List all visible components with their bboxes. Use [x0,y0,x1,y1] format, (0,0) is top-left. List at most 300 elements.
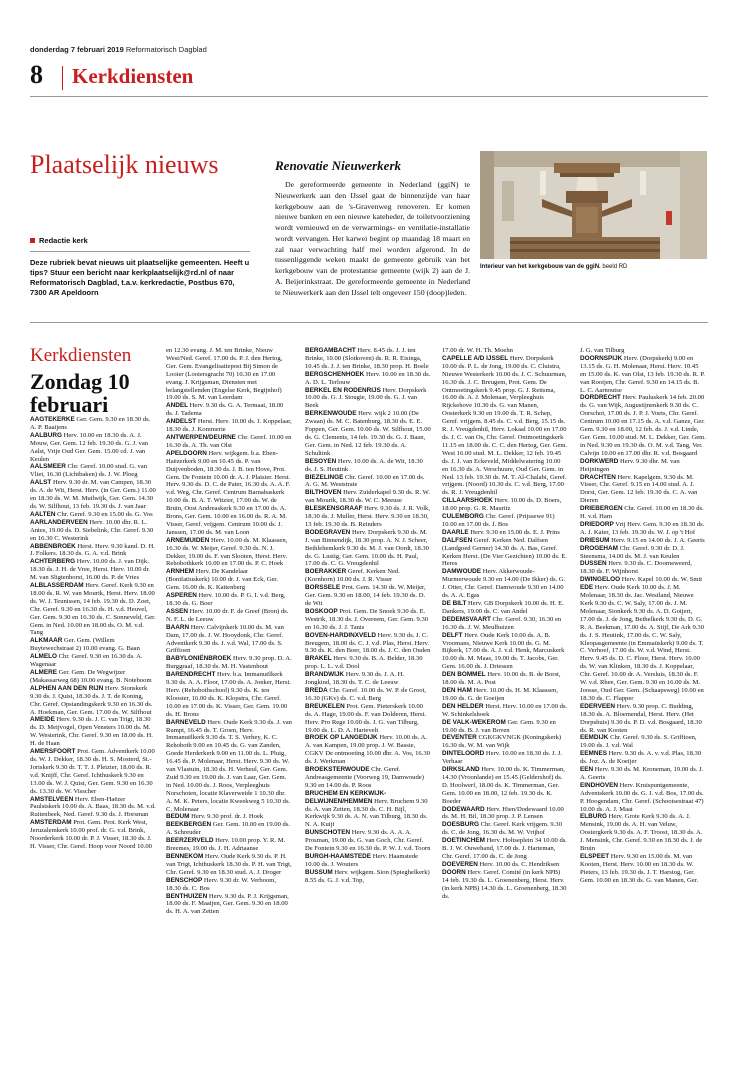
listing-place: BAARN [166,623,190,631]
church-listing [30,716,156,748]
redactie-label-text: Redactie kerk [39,236,88,245]
listing-place: DODEWAARD [442,805,485,813]
church-listing [30,416,156,432]
church-listing [305,458,431,474]
church-listing [166,877,292,893]
church-listing [305,410,431,457]
listing-services: Chr. Geref. 10.00 en 16.30 ds. A. Th. van Olst [166,433,292,449]
listing-services: Herv. 9.30 ds. A. A. A. Prosman, 19.00 ds. G. van Goch, Chr. Geref. De Fontein 9.30 en 16.30 ds. P. W. J. v.d. Toorn [305,829,431,853]
listing-place: AAGTEKERKE [30,416,75,423]
listing-place: BARNEVELD [166,718,206,726]
church-listing [580,355,706,395]
listing-services: Herv. 10.00 ds. J. van Dijk. 18.30 ds. J. H. de Vree, Herst. Herv. 10.00 dr. M. van Sligtenhorst, 16.00 ds. P. de Vries [30,558,150,582]
listing-services: Herv. 10.00 en 18.30 ds. J. J. Verhaar [442,750,563,766]
church-listing [580,560,706,576]
listing-place: BERGAMBACHT [305,347,356,354]
listing-place: BRUCHEM EN KERKWIJK-DELWIJNEN/HEMMEN [305,789,387,805]
church-listing [166,893,292,917]
listing-services: Herv. Kruispuntgemeente, Adventskerk 10.00 ds. G. J. v.d. Bos, 17.00 ds. P. Hoogendam, Chr. Geref. (Schootsestraat 47) 10.00 ds. A. J. Maat [580,781,704,813]
listing-services: Chr. Geref. 10.00 en 17.00 ds. A. G. M. Weststrate [305,473,425,489]
listing-place: DELFT [442,631,463,639]
church-listing [30,463,156,479]
listing-place: ALMERE [30,669,57,676]
listing-services: Herv. 9.30 ds. J. A. H. Jongkind, 18.30 ds. T. C. de Leeuw [305,671,405,687]
listing-services: Herv. Kapelgem. 9.30 ds. M. Visser, Chr. Geref. 9.15 en 14.00 stud. A. J. Dorst, Ger. Gem. 12 feb. 19.30 ds. C. A. van Dieren [580,473,698,505]
church-listing [305,766,431,790]
listing-services: Ger. Gem. (Willem Buytewechstraat 2) 10.00 evang. G. Baan [30,637,140,653]
listing-place: ARNHEM [166,568,195,576]
listing-place: BLESKENSGRAAF [305,505,363,513]
listing-place: DRIESUM [580,536,610,544]
listing-place: DALFSEN [442,536,473,544]
church-listing [30,653,156,669]
listing-place: BESOYEN [305,457,337,465]
listing-services: Herv. Kapel 10.00 ds. W. Smit [620,576,703,584]
listing-services: Herv. 10.00 ds. H. M. Klaassen, 19.00 ds. G. de Goeijen [442,686,558,702]
listing-place: ELBURG [580,813,607,821]
listing-services: Herv. 10.00 ds. P. G. I. v.d. Berg, 18.30 ds. G. Boer [166,592,286,607]
listing-services: Herv. GB Dorpskerk 10.00 ds. H. E. Dankers, 19.00 ds. C. van Andel [442,600,564,615]
church-listing [30,511,156,519]
church-listing [166,434,292,450]
listing-place: BERKEL EN RODENRIJS [305,386,381,394]
listing-place: EEN [580,766,594,774]
listing-services: Geref. Kerken Ned. Dalfsen (Landgoed Gerner) 14.30 ds. A. Bas, Geref. Kerken Herst. (De Vier Gezichten) 10.00 ds. E. Heres [442,536,567,568]
listing-place: DEDEMSVAART [442,615,491,623]
listing-services: Herv. 10.00 en 18.30 ds. A. J. Mouw, Ger. Gem. 12 feb. 19.30 ds. G. J. van Aalst, Vrije Oud Ger. Gem. 15.00 cd. J. van Keulen [30,431,149,463]
listing-place: EEMNES [580,750,607,758]
church-listing [580,584,706,703]
listing-place: CAPELLE A/D IJSSEL [442,354,509,362]
listing-services: Chr. Geref. Kerk vrijgem. 9.30 ds. C. de Jong, 16.30 ds. M. W. Vrijhof [442,821,562,837]
church-listing [580,813,706,853]
listing-services: Herv. Calvijnkerk 10.00 ds. M. van Dam, 17.00 ds. J. W. Hooydonk, Chr. Geref. Adventkerk 9.30 ds. J. v.d. Wal, 17.00 ds. S. Griffioen [166,623,284,655]
church-listing [30,432,156,464]
listing-services: Herv. Dorpskerk 9.30 ds. M. J. van Binnendijk, 18.30 prop. A. N. J. Scheer, Bethlehemkerk 9.30 ds. M. J. van Oordt, 18.30 ds. G. Lustig, Ger. Gem. 10.00 ds. H. Paul, 17.00 ds. C. G. Vreugdenhil [305,528,429,568]
church-listing [442,632,568,672]
church-listing [305,489,431,505]
listing-services: Prot. Gem. Prot. Kerk West, Jeruzalemkerk 10.00 prof. dr. G. v.d. Brink, Noorderkerk 10.00 dr. P. J. Visser, 18.30 ds. J. H. Visser, Chr. Geref. Hoop voor Noord 10.00 [30,819,152,850]
church-listing [30,543,156,559]
listing-services: Chr. Geref. 9.30 dr. D. J. Steensma, 14.00 ds. M. J. van Keulen [580,544,685,560]
article-body: De gereformeerde gemeente in Nederland (ggiN) te Nieuwerkerk aan den IJssel gaat de binnenzijde van haar kerkgebouw aan de 's-Gravenweg renoveren. Er komen nieuwe banken en een nieuwe kateheder, de toiletvoorziening wordt vernieuwd en de verwarmings- en ventilatie-installatie wordt vervangen. Het karwei begint op maandag 18 maart en zal naar verwachting half mei worden afgerond. In de tussenliggende weken maakt de gemeente gebruik van het kerkgebouw van de protestantse gemeente (wijk 2) aan de J. A. Beijerinkstraat. De gereformeerde gemeente in Nederland te Nieuwerkerk aan den IJssel telt ongeveer 150 (doop)leden. [275,180,470,297]
church-listing [30,669,156,685]
listing-place: AMSTERDAM [30,819,72,827]
listing-services: Herv. 10.00 prop. Y. R. M. Breemes, 19.00 ds. J. H. Adriaanse [166,837,286,853]
church-listing [580,505,706,521]
listing-services: Herv. 10.00 ds. A. A. van Kampen, 19.00 prop. J. W. Bassie, CGKV De ontmoeting 10.00 dhr. A. Vos, 16.30 ds. J. Werkman [305,734,430,766]
listing-services: Ger. Gem. 10.00 en 19.00 ds. A. Schreuder [166,821,291,837]
listing-services: Herv. De Kandelaar (Bonifatiuskerk) 10.00 dr. J. van Eck, Ger. Gem. 16.00 ds. K. Kattenberg [166,568,278,592]
listing-place: ASSEN [166,607,189,615]
church-listing [580,394,706,457]
listing-services: Ger. Gem. 9.30 en 19.00 ds. B. J. van Boven [442,718,556,734]
listing-place: BIEZELINGE [305,473,344,481]
listing-place: DOESBURG [442,821,479,829]
kerkdiensten-date: Zondag 10 februari [30,369,130,418]
church-listing [305,387,431,411]
church-listing [305,703,431,735]
church-listing [580,750,706,766]
church-listing [166,719,292,814]
church-listing [305,474,431,490]
listing-place: EDE [580,584,594,592]
church-listing [166,347,292,402]
listing-place: DWINGELOO [580,576,621,584]
listing-place: BOSKOOP [305,607,338,615]
church-listing [305,529,431,569]
church-listing [166,624,292,656]
church-listing [442,719,568,735]
listing-services: Herv. Akkerwoude-Murmerwoude 9.30 en 14.00 (De Ikker) ds. G. J. Otter, Chr. Geref. Damwoude 9.30 en 14.00 ds. A. A. Egas [442,568,566,600]
listing-services: Herv. Geref. Comité (in kerk NPB) 14 feb. 19.30 ds. L. Groenenberg, Herst. Herv. (in kerk NPB) 14.30 ds. L. Groenenberg, 18.30 ds. [442,868,567,900]
church-listing [442,600,568,616]
listing-place: BILTHOVEN [305,489,342,497]
photo-caption [480,264,710,270]
listing-services: Chr. Geref. 9.30 en 16.30 ds. A. Wagenaar [30,653,143,669]
listing-services: Herv. 9.30 ds. G. A. Termaat, 18.00 ds. J. Tadema [166,402,284,418]
listing-place: BERKENWOUDE [305,410,357,418]
listing-services: Chr. Geref. Andreasgemeente (Voorweg 19, Damwoude) 9.30 en 14.00 ds. P. Roos [305,766,424,789]
listing-place: ALKMAAR [30,637,63,645]
listing-services: Geref. Kerken Ned. (Kornhorn) 10.00 ds. J. R. Visser [305,568,400,584]
listing-place: ANTWERPEN/DEURNE [166,433,236,441]
church-listing [305,632,431,656]
church-listing [305,790,431,830]
listing-services: Herv. Hien/Dodewaard 10.00 ds. M. H. Bil, 18.30 prop. J. P. Lensen [442,805,564,821]
listing-services: Chr. Geref. (Prijssewe 91) 10.00 en 17.00 ds. J. Bos [442,513,555,528]
church-listing [580,545,706,561]
listing-place: DOORN [442,868,466,876]
listing-services: Herv. Dorpskerk 10.00 ds. G. J. Stougie, 19.00 ds. G. J. van Beek [305,386,427,410]
header-rule [30,96,708,97]
listing-services: Herv. wijk 2 10.00 (De Zwaan) ds. M. C. Batenburg, 18.30 ds. E. E. Foppen, Ger. Gem. 10.00 ds. W. Silfhout, 15.00 ds. G. Clements, 14 feb. 19.30 ds. G. J. Baan, Ger. Gem. in Ned. 12 feb. 19.30 ds. A. Schultink [305,410,431,457]
plaatselijk-title: Plaatselijk nieuws [30,150,219,179]
church-listing [580,734,706,750]
listing-place: AALSMEER [30,463,66,471]
church-listing [442,821,568,837]
listing-services: Herv. Pauluskerk 14 feb. 20.00 ds. G. van Wijk, Augustijnenkerk 9.30 ds. C. Oorschot, 17.00 ds. J. P. J. Voets, Chr. Geref. Centrum 10.00 en 17.15 ds. A. v.d. Ganze, Ger. Gem. 9.30 en 18.00, 12 feb. ds. J. v.d. Linde, Ger. Gem. 10.00 stud. M. L. Dekker, Ger. Gem. in Ned. 9.30 en 19.30 ds. O. M. v.d. Tang, Ver. Calvijn 10.00 en 17.00 dhr. R. v.d. Bosgaard [580,394,706,457]
listing-services: Herv. Oude Kerk 10.00 ds. J. M. Molenaar, 18.30 ds. Jac. Westland, Nieuwe Kerk 9.30 ds. C. W. Saly, 17.00 ds. J. M. Molenaar, Sionkerk 9.30 ds. A. D. Goijert, 17.00 ds. J. de Jong, Bethelkerk 9.30 ds. D. G. R. A. Beekman, 17.00 ds. A. Stijf, De Ark 9.30 ds. J. S. Heutink, 17.00 ds. C. W. Saly, Kleopasgemeente (in Emmaüskerk) 9.00 ds. T. C. Verhoef, 17.00 ds. W. v.d. Wind, Herst. Herv. 9.45 ds. D. C. Floor, Herst. Herv. 10.00 ds. W. van Klinken, 18.30 ds. J. Koppelaar, Chr. Geref. 10.00 dr. A. Versluis, 18.30 ds. F. W. v.d. Rhee, Ger. Gem. 9.30 en 16.00 ds. M. Joosse, Oud Ger. Gem. (Schaapsweg) 10.00 en 18.30 ds. C. Flapper [580,584,704,702]
caption-credit: beeld RD [602,264,628,270]
church-listing [305,734,431,766]
church-listing [442,837,568,861]
church-listing [30,582,156,637]
listing-place: CULEMBORG [442,513,484,521]
church-listing [305,371,431,387]
header-paper: Reformatorisch Dagblad [125,45,207,54]
listing-place: AALBURG [30,431,62,439]
listing-services: Herv. Oude Kerk 10.00 ds. A. B. Vroomans, Nieuwe Kerk 10.00 ds. G. M. Bijkerk, 17.00 ds. A. J. v.d. Henk, Marcuskerk 10.00 ds. M. Maas, 19.00 ds. T. Jacobs, Ger. Gem. 16.00 ds. J. Driessen [442,631,565,671]
church-listing [166,537,292,569]
listing-services: Chr. Geref. 10.00 stud. G. van Vliet, 16.30 (Lichtbaken) ds. J. W. Ploeg [30,463,148,479]
listing-place: ARNEMUIDEN [166,536,210,544]
listing-services: Herv. wijkgem. Sion (Spieghelkerk) 8.55 ds. G. J. v.d. Top, [305,868,430,884]
listing-services: Herv. 10.00 ds. D. Boers, 18.00 prop. G. R. Mauritz [442,497,562,513]
church-listing [166,821,292,837]
listing-place: APELDOORN [166,449,207,457]
listing-services: CGKGKVNGK (Koningskerk) 16.30 ds. W. M. van Wijk [442,734,562,750]
listing-place: BODEGRAVEN [305,528,351,536]
redactie-info: Deze rubriek bevat nieuws uit plaatselijke gemeenten. Heeft u tips? Stuur een bericht naar kerkplaatselijk@rd.nl of naar Reformatorisch Dagblad, t.a.v. kerkredactie, Postbus 670, 7300 AR Apeldoorn [30,251,250,299]
listing-place: DEN HELDER [442,702,484,710]
listing-services: Herv. 10.00 ds. B. de Borst, 18.00 ds. M. A. Post [442,671,561,687]
listing-services: Vrij Herv. Gem. 9.30 en 18.30 ds. A. J. Kater, 13 feb. 19.30 ds. W. J. op 't Hof [580,520,705,536]
listing-services: Herv. 9.30 prop. C. Budding, 18.30 ds. A. Bloemendal, Herst. Herv. (Het Dorpshuis) 9.30 ds. P. D. v.d. Bosgaard, 18.30 ds. R. van Kooten [580,702,702,734]
listing-services: Herv. Bruchem 9.30 ds. A. van Zetten, 18.30 ds. C. H. Bijl, Kerkwijk 9.30 ds. A. N. van Tilburg, 18.30 ds. N. A. Kuijt [305,797,428,829]
church-listing [30,558,156,582]
caption-text: Interieur van het kerkgebouw van de ggiN. [480,264,601,270]
listing-place: BOVEN-HARDINXVELD [305,631,377,639]
listing-services: Herv. 9.30 prop. D. A. Burggraaf, 18.30 ds. M. H. Vastenhout [166,655,292,671]
listing-place: DEVENTER [442,734,477,742]
listing-place: DAMWOUDE [442,568,482,576]
listing-place: ELSPEET [580,853,610,860]
listing-services: Herv. Sionskerk 9.30 ds. J. Quist, 18.30 ds. J. T. de Koning, Chr. Geref. Opstandingskerk 9.30 en 16.30 ds. A. Hoekman, Ger. Gem. 17.00 ds. W. Silfhout [30,684,153,716]
listing-services: Ger. Gem. 9.30 en 18.30 ds. A. P. Baaijens [30,416,151,431]
church-listing [305,584,431,608]
listing-place: AMSTELVEEN [30,795,74,803]
listing-place: DORKWERD [580,457,619,465]
listing-place: BERGSCHENHOEK [305,370,365,378]
church-listing [442,703,568,719]
listing-place: BEDUM [166,813,190,821]
listing-place: ACHTERBERG [30,558,76,566]
listing-services: Herv. Dorpskerk 10.00 ds. P. L. de Jong, 19.00 ds. C. Cluistra, Nieuwe Westerkerk 10.00 ds. J. C. Schuurman, 16.30 ds. J. C. Breugem, Prot. Gem. De Ontmoetingskerk 9.45 prop. G. J. Reitsma, 16.00 ds. A. J. Molenaar, Verpleeghuis Rijckehove 10.30 ds. G. van Manen, Oosterkerk 9.30 en 19.00 ds. T. R. Schep, Geref. vrijgem. 8.45 ds. C. v.d. Berg, 15.15 ds. R. J. Vreugdenhil, Herv. Lokaal 10.00 en 17.00 ds. J. C. van Os, Chr. Geref. Ontmoetingskerk 11.15 en 18.00 ds. C. C. den Hertog, Ger. Gem. West 16.00 stud. M. L. Dekker, 12 feb. 19.45 ds. J. J. van Eckeveld, Middelwatering 10.00 en 16.30 ds. A. Verschuure, Oud Ger. Gem. in Ned. 13 feb. 19.30 ds. M. T. Al-Chalabi, Geref. vrijgem. (Noord) 10.30 ds. C. v.d. Berg, 17.00 ds. R. J. Vreugdenhil [442,354,568,497]
church-listing [305,347,431,371]
listing-services: 17.00 dr. W. H. Th. Moehn [442,347,513,354]
listing-place: BREDA [305,686,328,694]
listing-services: Herv. 10.00 ds. M. Klaassen, 16.30 ds. W. Meijer, Geref. 9.30 ds. N. J. Dekker, 19.00 ds. F. van Slooten, Herst. Herv. Rehobothkerk 10.00 en 17.00 ds. P. C. Hoek [166,536,288,568]
church-listing [166,853,292,877]
header-date: donderdag 7 februari 2019 [30,45,124,54]
church-listing [442,869,568,901]
listing-services: Chr. Geref. 9.30, 16.30 en 16.30 ds. J. W. Meulhuizen [442,615,562,631]
listing-services: Herv. Oude Kerk 9.30 ds. P. H. van Trigt, Ichthuskerk 18.30 ds. P. H. van Trigt, Chr. Geref. 9.30 en 18.30 stud. A. J. Droger [166,853,292,876]
church-listing [580,766,706,782]
listing-place: DOEVEREN [442,860,478,868]
listing-place: DRIEDORP [580,520,614,528]
listing-services: Herv. 9.15 en 14.00 ds. J. A. Geerts [609,536,705,544]
listing-services: Herst. Herv. 9.30 kand. D. H. J. Folkers. 18.30 ds. G. A. v.d. Brink [30,542,155,558]
listing-place: CILLAARSHOEK [442,497,493,505]
listing-services: Herv. 9.30 ds. J. R. Volk, 18.30 ds. J. Muller, Herst. Herv. 9.30 en 18.30, 13 feb. 19.30 ds. B. Reinders [305,505,430,528]
church-listing [166,671,292,718]
listing-place: BENNEKOM [166,853,204,860]
listing-place: DROGEHAM [580,544,618,552]
listing-place: BREUKELEN [305,702,345,710]
listing-column-2 [166,347,292,916]
church-listing [305,829,431,853]
church-listing [442,513,568,529]
listing-place: ALMELO [30,653,57,661]
listing-services: Chr. Geref. 10.00 en 18.30 ds. H. v.d. Ham [580,505,704,521]
listing-services: Herv. Haamstede 10.00 ds. J. Wouters [305,853,419,868]
listing-services: Herv. 9.30 ds. J. C. van Trigt, 18.30 ds. D. Meijvogel, Open Vensters 10.00 ds. M. W. Westerink, Chr. Geref. 9.30 en 18.00 ds. H. H. de Haan [30,716,153,748]
article-title: Renovatie Nieuwerkerk [275,158,402,173]
listing-place: AMERSFOORT [30,748,76,756]
listing-place: BARENDRECHT [166,671,216,679]
listing-services: Herv. Grote Kerk 9.30 ds. A. J. Mensink, 19.00 ds. A. H. van Veluw, Oostergkerk 9.30 ds. A. F. Troost, 18.30 ds. A. J. Mensink, Chr. Geref. 9.30 en 18.30 ds. J. de Bruin [580,813,703,853]
listing-services: Herv. 9.30 ds. B. A. Belder, 18.30 prop. L. L. v.d. Dool [305,655,423,671]
church-listing [442,750,568,766]
church-listing [30,819,156,851]
listing-place: BEERZERVELD [166,837,214,845]
listing-place: DE VALK-WEKEROM [442,718,506,726]
header-divider [62,66,63,90]
listing-place: DRIEBERGEN [580,505,623,513]
listing-place: AALTEN [30,510,56,518]
kerkdiensten-title: Kerkdiensten [30,345,132,366]
listing-services: Herv. 10.00 ds. K. Timmerman, 14.30 (Vroonlande) en 15.45 (Geldershof) ds. D. Hoolwerf, 18.00 ds. K. Timmerman, Ger. Gem. 10.00 en 18.00, 12 feb. 19.30 ds. K. Boeder [442,766,565,805]
listing-services: Herv. 9.30 en 15.00 ds. M. van Kooten, Herst. Herv. 10.00 en 18.30 ds. W. Pieters, 13 feb. 19.30 ds. J. T. Harstog, Ger. Gem. 10.00 en 18.30 ds. G. van Manen, Ger. [580,853,699,884]
church-listing [580,782,706,814]
listing-place: ALPHEN AAN DEN RIJN [30,684,104,692]
listing-place: DIRKSLAND [442,766,480,774]
listing-services: Herv. (Dorpskerk) 9.00 en 13.15 ds. G. H. Molenaar, Herst. Herv. 10.45 en 15.00 ds. K. van Olst, 13 feb. 19.30 ds. R. P. van Rooijen, Chr. Geref. 9.30 en 14.15 ds. B. L. C. Aarnoutse [580,354,705,394]
listing-services: Prot. Gem. Pieterskerk 10.00 ds. A. Hage, 19.00 ds. F. van Dolderen, Herst. Herv. Pro Rege 10.00 ds. J. G. van Tilburg, 19.00 ds. L. D. A. Hartevelt [305,702,427,734]
church-listing [30,519,156,543]
listing-place: BEEKBERGEN [166,821,212,829]
church-listing [305,655,431,671]
listing-place: ANDELST [166,418,197,426]
listing-place: BENTHUIZEN [166,892,208,900]
listing-place: ANDEL [166,402,189,410]
church-listing [166,608,292,624]
church-listing [442,568,568,600]
listing-column-5 [580,347,706,885]
listing-place: AMEIDE [30,716,55,724]
listing-services: J. G. van Tilburg [580,347,625,354]
listing-services: Herv. 9.30 dhr. M. van Heijningen [580,457,680,473]
listing-services: Herv. 9.30 en 15.00 ds. E. J. Prins [468,528,560,536]
church-interior-photo [480,151,707,259]
listing-services: Herv. 10.00 ds. C. Hendriksen [477,860,560,868]
listing-place: BENSCHOP [166,876,203,884]
church-listing [166,813,292,821]
listing-place: DORDRECHT [580,394,621,402]
listing-services: Herv. 9.30 dr. W. Verboom, 18.30 ds. C. Bos [166,876,277,892]
redactie-box [30,236,250,299]
listing-services: Herv. 10.00 dr. F. de Greef (Bron) ds. N. F. L. de Leeuw [166,607,289,623]
church-listing [442,766,568,806]
church-listing [30,479,156,511]
listing-services: Herv. 8.45 ds. J. J. ten Brinke, 10.00 (Slotkoven) ds. R. R. Eisinga, 10.45 ds. J. J. ten Brinke, 18.30 prop. H. Boele [305,347,429,370]
church-listing [305,687,431,703]
listing-services: Herv. 9.30 ds. C. Doorneweerd, 18.30 ds. F. Wijnhorst [580,560,692,576]
listing-place: DUSSEN [580,560,607,568]
church-listing [442,529,568,537]
listing-services: Herv. 10.00 ds. A. de Wit, 18.30 ds. J. S. Heutink [305,457,423,473]
church-listing [305,853,431,869]
listing-column-4 [442,347,568,900]
listing-services: Ger. Gem. De Wegwijzer (Makassarweg 68) 10.00 evang. B. Noteboom [30,669,152,684]
church-listing [580,537,706,545]
church-listing [442,806,568,822]
listing-services: Herv. 10.00 en 18.30 ds. A. D. L. Terlouw [305,370,431,386]
listing-place: DOORNSPIJK [580,354,623,362]
listing-services: Herv. 10.00 dhr. R. L. Antes, 19.00 ds. D. Siebelink, Chr. Geref. 9.30 en 16.30 C. Westerink [30,518,154,542]
church-listing [166,402,292,418]
church-listing [580,474,706,506]
church-listing [442,616,568,632]
listing-place: DE BILT [442,600,467,607]
listing-place: BORSSELE [305,584,341,592]
listing-services: Herv. wijkgem. b.a. Eben-Haëzerkerk 9.00 en 10.45 ds. P. van Duijvenboden, 18.30 ds. J. B. ten Hove, Prot. Gem. De Fontein 10.00 dr. A. J. Plaisier. Herst. Herv. 9.30 ds. D. C. de Pater, 16.30 ds. A. A. F. v.d. Weg, Chr. Geref. Centrum Barnabaskerk 10.00 ds. B. A. T. Witzier, 17.00 ds. W. de Bruin, Oost Andreaskerk 9.30 en 17.00 ds. A. Brons, Ger. Gem. 10.00 en 16.00 ds. R. A. M. Visser, Geref. vrijgem. Centrum 10.00 ds. J. Janssen, 17.00 ds. M. van Loon [166,449,291,536]
listing-place: BUNSCHOTEN [305,829,351,837]
listing-services: Herv. 9.30 ds. M. Kroneman, 19.00 ds. J. A. Geerts [580,766,704,781]
section-title: Kerkdiensten [72,64,194,88]
church-listing [580,703,706,735]
church-listing [166,568,292,592]
listing-place: ASPEREN [166,592,197,600]
listing-services: Chr. Geref. 10.00 ds. W. P. de Groot, 16.30 (GKv) ds. C. v.d. Berg [305,686,427,702]
listing-place: DOETINCHEM [442,837,485,845]
listing-place: DRACHTEN [580,473,616,481]
church-listing [442,347,568,355]
listing-place: EDERVEEN [580,702,616,710]
listing-services: Chr. Geref. 9.30 ds. S. Griffioen, 19.00 ds. J. v.d. Wal [580,734,697,750]
listing-services: Herst. Herv. 10.00 ds. J. Koppelaar, 18.30 ds. J. Kommerie [166,418,292,434]
listing-services: Herst. Herv. 10.00 en 17.00 ds. W. Schinkelshoek [442,702,568,718]
listing-services: Herv. Eben-Haëzer Paulstskerk 10.00 ds. A. Baas, 18.30 ds. M. v.d. Ruitenbeek, Ned. Geref. 9.30 ds. J. Horsman [30,795,156,819]
church-listing [166,655,292,671]
listing-place: AARLANDERVEEN [30,518,88,526]
listing-place: ABBENBROEK [30,542,76,550]
church-listing [442,671,568,687]
church-listing [580,347,706,355]
church-interior-illustration [480,151,707,259]
church-listing [442,687,568,703]
church-listing [30,637,156,653]
listing-services: Herv. Zuiderkapel 9.30 ds. R. W. van Mourik, 18.30 ds. W. C. Meeuse [305,489,430,505]
listing-place: EEMDIJK [580,734,609,742]
listing-place: BABYLONIËNBROEK [166,655,232,663]
listing-services: Herv. 9.30 dr. M. van Campen, 18.30 ds. A. de Wit, Herst. Herv. (in Ger. Gem.) 11.00 en 18.30 ds. W. M. Muilwijk, Ger. Gem. 14.30 ds. W. Silfhout, 13 feb. 19.30 ds. J. van Jaar [30,479,156,510]
church-listing [30,748,156,795]
church-listing [305,869,431,885]
church-listing [166,592,292,608]
church-listing [442,355,568,497]
page-number: 8 [30,60,43,89]
listing-services: Prot. Gem. Adventkerk 10.00 ds. W. J. Dekker, 18.30 ds. H. S. Mosterd, St.-Joriskerk 9.30 dr. T. T. J. Pleizier, 18.00 ds. R. v.d. Knijff, Chr. Geref. Ichthuskerk 9.30 en 13.00 ds. W. J. Quist, Ger. Gem. 9.30 en 16.30 ds. 13.30 ds. W. Visscher [30,748,155,795]
redactie-label [30,236,250,245]
listing-place: BOERAKKER [305,568,347,576]
listing-place: DEN BOMMEL [442,671,486,679]
listing-services: en 12.30 evang. J. M. ten Brinke, Nieuw West/Ned. Geref. 17.00 ds. P. J. den Hertog, Ger. Gem. Evangelisatiepost Bij Simon de Looier (Looiersgracht 70) 10.30 en 17.00 evang. J. Krijgsman, Diensten met belangstellenden (Engelse Kerk, Begijnhof) 19.00 ds. S. M. van Leerdam [166,347,283,402]
listing-place: DAARLE [442,528,469,536]
church-listing [166,450,292,537]
church-listing [580,853,706,885]
listing-services: Herv. 9.30 ds. J. C. Breugem, 18.00 ds. C. J. v.d. Plas, Herst. Herv. 9.30 ds. K. den Boer, 18.00 ds. J. C. den Ouden [305,631,431,655]
listing-place: AALST [30,479,52,487]
listing-services: Herv. b.a. Immanuëlkerk 9.30 ds. A. A. Floor, 17.00 ds. A. Jonker, Herst. Herv. (Rehobothschool) 9.30 ds. K. ten Klooster, 16.00 ds. K. Klopstra, Chr. Geref. 10.00 en 17.00 ds. K. Visser, Ger. Gem. 19.00 ds. H. Brons [166,671,291,718]
listing-place: DINTELOORD [442,750,485,758]
listing-place: BROEK OP LANGEDIJK [305,734,378,742]
listing-services: Herv. 9.30 ds. A. v. v.d. Plas, 18.30 ds. Joz. A. de Koeijer [580,750,702,766]
listing-place: EINDHOVEN [580,781,618,789]
church-listing [305,608,431,632]
church-listing [305,671,431,687]
listing-services: Prot. Gem. De Snoek 9.30 ds. E. Westrik, 18.30 ds. J. Overeem, Ger. Gem. 9.30 en 16.30 ds. J. J. Tanis [305,607,429,631]
listing-place: BURGH-HAAMSTEDE [305,853,372,860]
church-listing [580,458,706,474]
section-rule [30,322,708,323]
church-listing [442,537,568,569]
church-listing [580,521,706,537]
listing-services: Chr. Geref. 9.30 en 15.00 ds. G. Vos [55,510,153,518]
listing-column-1 [30,416,156,851]
